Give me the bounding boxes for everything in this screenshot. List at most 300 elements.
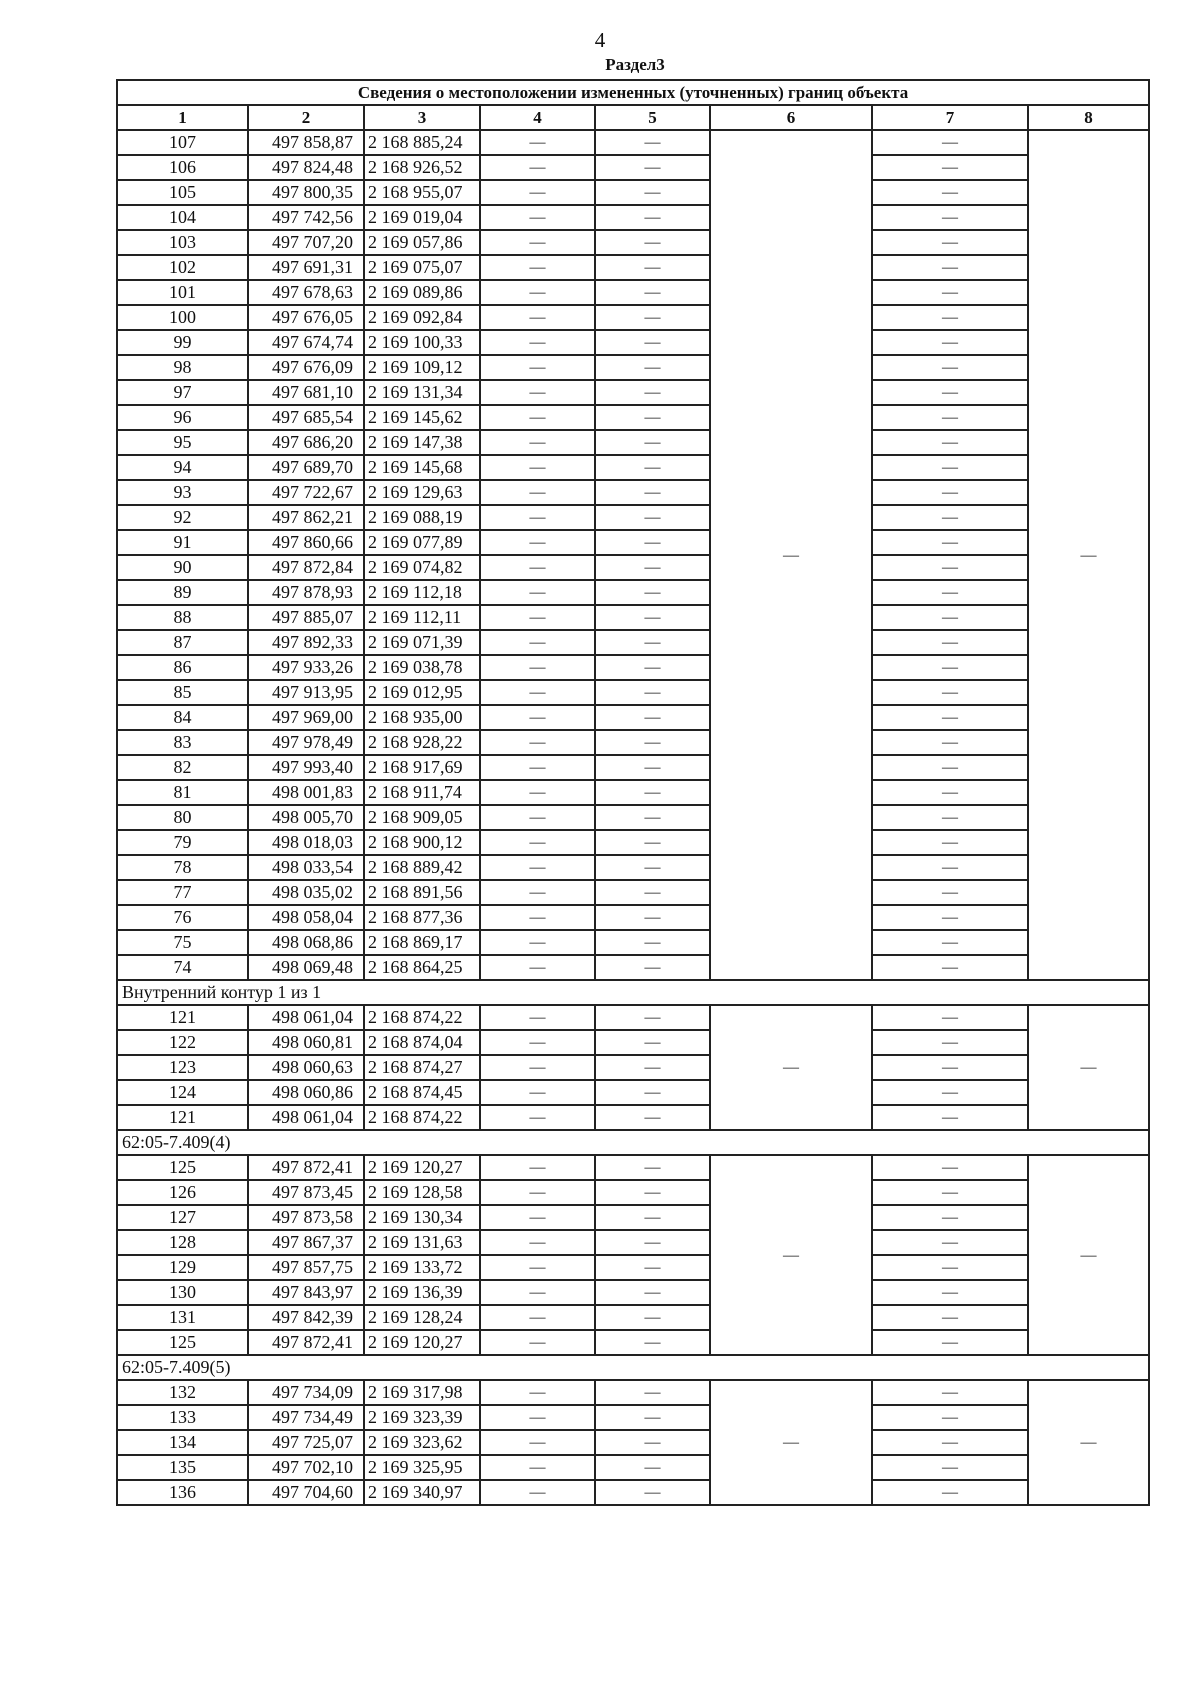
group-label-row: [117, 1130, 1149, 1155]
col5-dash-cell: —: [595, 1230, 710, 1255]
y-coordinate-cell: 2 169 128,24: [364, 1305, 480, 1330]
table-row: [117, 605, 1149, 630]
y-coordinate-cell: 2 169 136,39: [364, 1280, 480, 1305]
x-coordinate-cell: 497 969,00: [248, 705, 364, 730]
col5-dash-cell: —: [595, 1255, 710, 1280]
point-number-cell: 133: [117, 1405, 248, 1430]
point-number-cell: 76: [117, 905, 248, 930]
col7-dash-cell: —: [872, 430, 1028, 455]
y-coordinate-cell: 2 168 926,52: [364, 155, 480, 180]
x-coordinate-cell: 497 734,09: [248, 1380, 364, 1405]
col5-dash-cell: —: [595, 730, 710, 755]
point-number-cell: 102: [117, 255, 248, 280]
x-coordinate-cell: 497 872,41: [248, 1330, 364, 1355]
table-row: [117, 630, 1149, 655]
col4-dash-cell: —: [480, 355, 595, 380]
y-coordinate-cell: 2 169 147,38: [364, 430, 480, 455]
table-row: [117, 205, 1149, 230]
point-number-cell: 94: [117, 455, 248, 480]
point-number-cell: 93: [117, 480, 248, 505]
table-row: [117, 830, 1149, 855]
column-number: 2: [248, 105, 364, 130]
table-row: [117, 1080, 1149, 1105]
col4-dash-cell: —: [480, 1430, 595, 1455]
col7-dash-cell: —: [872, 905, 1028, 930]
col4-dash-cell: —: [480, 805, 595, 830]
y-coordinate-cell: 2 168 900,12: [364, 830, 480, 855]
col4-dash-cell: —: [480, 580, 595, 605]
col7-dash-cell: —: [872, 1430, 1028, 1455]
y-coordinate-cell: 2 168 909,05: [364, 805, 480, 830]
col4-dash-cell: —: [480, 930, 595, 955]
col7-dash-cell: —: [872, 505, 1028, 530]
x-coordinate-cell: 497 858,87: [248, 130, 364, 155]
x-coordinate-cell: 497 872,41: [248, 1155, 364, 1180]
y-coordinate-cell: 2 169 038,78: [364, 655, 480, 680]
col7-dash-cell: —: [872, 830, 1028, 855]
table-row: [117, 1430, 1149, 1455]
col4-dash-cell: —: [480, 1280, 595, 1305]
col5-dash-cell: —: [595, 1205, 710, 1230]
col7-dash-cell: —: [872, 1480, 1028, 1505]
table-row: [117, 905, 1149, 930]
table-row: [117, 1305, 1149, 1330]
col5-dash-cell: —: [595, 280, 710, 305]
col7-dash-cell: —: [872, 1180, 1028, 1205]
x-coordinate-cell: 497 681,10: [248, 380, 364, 405]
point-number-cell: 129: [117, 1255, 248, 1280]
y-coordinate-cell: 2 169 071,39: [364, 630, 480, 655]
table-row: [117, 355, 1149, 380]
table-row: [117, 1330, 1149, 1355]
col5-dash-cell: —: [595, 455, 710, 480]
col5-dash-cell: —: [595, 130, 710, 155]
y-coordinate-cell: 2 169 131,34: [364, 380, 480, 405]
col5-dash-cell: —: [595, 1455, 710, 1480]
point-number-cell: 135: [117, 1455, 248, 1480]
x-coordinate-cell: 497 873,58: [248, 1205, 364, 1230]
col5-dash-cell: —: [595, 830, 710, 855]
x-coordinate-cell: 498 005,70: [248, 805, 364, 830]
point-number-cell: 90: [117, 555, 248, 580]
col7-dash-cell: —: [872, 355, 1028, 380]
col4-dash-cell: —: [480, 480, 595, 505]
point-number-cell: 77: [117, 880, 248, 905]
y-coordinate-cell: 2 168 935,00: [364, 705, 480, 730]
point-number-cell: 78: [117, 855, 248, 880]
column-number: 6: [710, 105, 872, 130]
y-coordinate-cell: 2 168 869,17: [364, 930, 480, 955]
point-number-cell: 80: [117, 805, 248, 830]
col4-dash-cell: —: [480, 205, 595, 230]
x-coordinate-cell: 497 873,45: [248, 1180, 364, 1205]
column-number: 8: [1028, 105, 1149, 130]
col4-dash-cell: —: [480, 630, 595, 655]
point-number-cell: 100: [117, 305, 248, 330]
col8-merged-dash-cell: —: [1028, 130, 1149, 980]
point-number-cell: 130: [117, 1280, 248, 1305]
table-row: [117, 1280, 1149, 1305]
col5-dash-cell: —: [595, 855, 710, 880]
x-coordinate-cell: 497 704,60: [248, 1480, 364, 1505]
table-row: [117, 430, 1149, 455]
col4-dash-cell: —: [480, 1080, 595, 1105]
x-coordinate-cell: 498 061,04: [248, 1105, 364, 1130]
point-number-cell: 79: [117, 830, 248, 855]
table-row: [117, 755, 1149, 780]
column-number: 7: [872, 105, 1028, 130]
x-coordinate-cell: 498 035,02: [248, 880, 364, 905]
y-coordinate-cell: 2 169 120,27: [364, 1155, 480, 1180]
col4-dash-cell: —: [480, 555, 595, 580]
col5-dash-cell: —: [595, 430, 710, 455]
table-row: [117, 455, 1149, 480]
table-row: [117, 1405, 1149, 1430]
group-label: 62:05-7.409(4): [117, 1130, 1149, 1155]
y-coordinate-cell: 2 169 120,27: [364, 1330, 480, 1355]
col8-merged-dash-cell: —: [1028, 1005, 1149, 1130]
col6-merged-dash-cell: —: [710, 1155, 872, 1355]
x-coordinate-cell: 497 676,05: [248, 305, 364, 330]
point-number-cell: 106: [117, 155, 248, 180]
table-row: [117, 1205, 1149, 1230]
y-coordinate-cell: 2 169 129,63: [364, 480, 480, 505]
col7-dash-cell: —: [872, 755, 1028, 780]
point-number-cell: 89: [117, 580, 248, 605]
x-coordinate-cell: 497 800,35: [248, 180, 364, 205]
table-row: [117, 580, 1149, 605]
col7-dash-cell: —: [872, 1005, 1028, 1030]
col5-dash-cell: —: [595, 880, 710, 905]
x-coordinate-cell: 497 707,20: [248, 230, 364, 255]
col5-dash-cell: —: [595, 805, 710, 830]
col5-dash-cell: —: [595, 1105, 710, 1130]
col5-dash-cell: —: [595, 1055, 710, 1080]
col4-dash-cell: —: [480, 880, 595, 905]
x-coordinate-cell: 497 872,84: [248, 555, 364, 580]
column-number: 5: [595, 105, 710, 130]
table-row: [117, 280, 1149, 305]
col4-dash-cell: —: [480, 455, 595, 480]
point-number-cell: 128: [117, 1230, 248, 1255]
table-row: [117, 1230, 1149, 1255]
col5-dash-cell: —: [595, 630, 710, 655]
col7-dash-cell: —: [872, 1055, 1028, 1080]
point-number-cell: 83: [117, 730, 248, 755]
y-coordinate-cell: 2 169 109,12: [364, 355, 480, 380]
col4-dash-cell: —: [480, 955, 595, 980]
x-coordinate-cell: 497 689,70: [248, 455, 364, 480]
point-number-cell: 98: [117, 355, 248, 380]
col5-dash-cell: —: [595, 480, 710, 505]
x-coordinate-cell: 497 978,49: [248, 730, 364, 755]
col7-dash-cell: —: [872, 605, 1028, 630]
col7-dash-cell: —: [872, 330, 1028, 355]
table-row: [117, 505, 1149, 530]
x-coordinate-cell: 497 885,07: [248, 605, 364, 630]
col7-dash-cell: —: [872, 380, 1028, 405]
x-coordinate-cell: 497 842,39: [248, 1305, 364, 1330]
col7-dash-cell: —: [872, 1380, 1028, 1405]
col7-dash-cell: —: [872, 1030, 1028, 1055]
col4-dash-cell: —: [480, 1205, 595, 1230]
col5-dash-cell: —: [595, 580, 710, 605]
point-number-cell: 97: [117, 380, 248, 405]
table-row: [117, 330, 1149, 355]
col4-dash-cell: —: [480, 1380, 595, 1405]
table-row: [117, 655, 1149, 680]
col7-dash-cell: —: [872, 255, 1028, 280]
table-row: [117, 730, 1149, 755]
group-label-row: [117, 1355, 1149, 1380]
x-coordinate-cell: 498 058,04: [248, 905, 364, 930]
y-coordinate-cell: 2 169 112,11: [364, 605, 480, 630]
point-number-cell: 92: [117, 505, 248, 530]
col4-dash-cell: —: [480, 305, 595, 330]
col7-dash-cell: —: [872, 1230, 1028, 1255]
table-title-row: [117, 80, 1149, 105]
table-row: [117, 805, 1149, 830]
y-coordinate-cell: 2 169 089,86: [364, 280, 480, 305]
y-coordinate-cell: 2 169 323,39: [364, 1405, 480, 1430]
point-number-cell: 122: [117, 1030, 248, 1055]
col7-dash-cell: —: [872, 580, 1028, 605]
point-number-cell: 96: [117, 405, 248, 430]
col4-dash-cell: —: [480, 380, 595, 405]
point-number-cell: 125: [117, 1155, 248, 1180]
col7-dash-cell: —: [872, 1305, 1028, 1330]
x-coordinate-cell: 497 933,26: [248, 655, 364, 680]
x-coordinate-cell: 497 678,63: [248, 280, 364, 305]
x-coordinate-cell: 498 018,03: [248, 830, 364, 855]
x-coordinate-cell: 497 734,49: [248, 1405, 364, 1430]
point-number-cell: 88: [117, 605, 248, 630]
col4-dash-cell: —: [480, 405, 595, 430]
col4-dash-cell: —: [480, 430, 595, 455]
table-row: [117, 480, 1149, 505]
table-row: [117, 1455, 1149, 1480]
page-number: 4: [594, 28, 606, 52]
col4-dash-cell: —: [480, 1155, 595, 1180]
table-row: [117, 1105, 1149, 1130]
col7-dash-cell: —: [872, 930, 1028, 955]
col7-dash-cell: —: [872, 205, 1028, 230]
point-number-cell: 131: [117, 1305, 248, 1330]
col5-dash-cell: —: [595, 1280, 710, 1305]
y-coordinate-cell: 2 169 074,82: [364, 555, 480, 580]
col5-dash-cell: —: [595, 1380, 710, 1405]
y-coordinate-cell: 2 168 891,56: [364, 880, 480, 905]
col5-dash-cell: —: [595, 905, 710, 930]
col5-dash-cell: —: [595, 1180, 710, 1205]
y-coordinate-cell: 2 168 889,42: [364, 855, 480, 880]
table-row: [117, 1380, 1149, 1405]
y-coordinate-cell: 2 169 128,58: [364, 1180, 480, 1205]
col4-dash-cell: —: [480, 1230, 595, 1255]
y-coordinate-cell: 2 169 019,04: [364, 205, 480, 230]
x-coordinate-cell: 498 068,86: [248, 930, 364, 955]
y-coordinate-cell: 2 169 317,98: [364, 1380, 480, 1405]
table-title: Сведения о местоположении измененных (уточненных) границ объекта: [117, 80, 1149, 105]
column-number: 3: [364, 105, 480, 130]
table-row: [117, 680, 1149, 705]
col7-dash-cell: —: [872, 1330, 1028, 1355]
point-number-cell: 87: [117, 630, 248, 655]
y-coordinate-cell: 2 169 092,84: [364, 305, 480, 330]
col7-dash-cell: —: [872, 1155, 1028, 1180]
col4-dash-cell: —: [480, 330, 595, 355]
col4-dash-cell: —: [480, 530, 595, 555]
y-coordinate-cell: 2 169 323,62: [364, 1430, 480, 1455]
col4-dash-cell: —: [480, 755, 595, 780]
table-row: [117, 555, 1149, 580]
point-number-cell: 132: [117, 1380, 248, 1405]
x-coordinate-cell: 498 060,81: [248, 1030, 364, 1055]
column-number: 4: [480, 105, 595, 130]
point-number-cell: 136: [117, 1480, 248, 1505]
col5-dash-cell: —: [595, 355, 710, 380]
col7-dash-cell: —: [872, 155, 1028, 180]
col4-dash-cell: —: [480, 655, 595, 680]
table-row: [117, 305, 1149, 330]
point-number-cell: 125: [117, 1330, 248, 1355]
col5-dash-cell: —: [595, 1155, 710, 1180]
x-coordinate-cell: 497 867,37: [248, 1230, 364, 1255]
y-coordinate-cell: 2 168 911,74: [364, 780, 480, 805]
point-number-cell: 82: [117, 755, 248, 780]
col4-dash-cell: —: [480, 780, 595, 805]
x-coordinate-cell: 497 691,31: [248, 255, 364, 280]
point-number-cell: 84: [117, 705, 248, 730]
col4-dash-cell: —: [480, 1255, 595, 1280]
table-row: [117, 930, 1149, 955]
col7-dash-cell: —: [872, 305, 1028, 330]
y-coordinate-cell: 2 168 955,07: [364, 180, 480, 205]
y-coordinate-cell: 2 169 145,62: [364, 405, 480, 430]
y-coordinate-cell: 2 168 928,22: [364, 730, 480, 755]
y-coordinate-cell: 2 169 131,63: [364, 1230, 480, 1255]
col4-dash-cell: —: [480, 1405, 595, 1430]
table-row: [117, 1180, 1149, 1205]
table-row: [117, 180, 1149, 205]
group-label: Внутренний контур 1 из 1: [117, 980, 1149, 1005]
table-row: [117, 1030, 1149, 1055]
col5-dash-cell: —: [595, 955, 710, 980]
col5-dash-cell: —: [595, 680, 710, 705]
point-number-cell: 95: [117, 430, 248, 455]
col7-dash-cell: —: [872, 730, 1028, 755]
x-coordinate-cell: 497 674,74: [248, 330, 364, 355]
x-coordinate-cell: 498 060,63: [248, 1055, 364, 1080]
col5-dash-cell: —: [595, 305, 710, 330]
point-number-cell: 91: [117, 530, 248, 555]
table-row: [117, 780, 1149, 805]
y-coordinate-cell: 2 169 088,19: [364, 505, 480, 530]
col4-dash-cell: —: [480, 1330, 595, 1355]
col4-dash-cell: —: [480, 705, 595, 730]
col5-dash-cell: —: [595, 555, 710, 580]
point-number-cell: 85: [117, 680, 248, 705]
table-row: [117, 1255, 1149, 1280]
point-number-cell: 107: [117, 130, 248, 155]
col4-dash-cell: —: [480, 1180, 595, 1205]
col5-dash-cell: —: [595, 405, 710, 430]
table-row: [117, 255, 1149, 280]
x-coordinate-cell: 497 862,21: [248, 505, 364, 530]
col7-dash-cell: —: [872, 455, 1028, 480]
col7-dash-cell: —: [872, 780, 1028, 805]
col5-dash-cell: —: [595, 155, 710, 180]
col7-dash-cell: —: [872, 180, 1028, 205]
col5-dash-cell: —: [595, 230, 710, 255]
x-coordinate-cell: 497 676,09: [248, 355, 364, 380]
y-coordinate-cell: 2 168 885,24: [364, 130, 480, 155]
y-coordinate-cell: 2 168 877,36: [364, 905, 480, 930]
table-row: [117, 880, 1149, 905]
y-coordinate-cell: 2 169 325,95: [364, 1455, 480, 1480]
group-label: 62:05-7.409(5): [117, 1355, 1149, 1380]
col4-dash-cell: —: [480, 155, 595, 180]
col4-dash-cell: —: [480, 1005, 595, 1030]
col7-dash-cell: —: [872, 480, 1028, 505]
col5-dash-cell: —: [595, 180, 710, 205]
y-coordinate-cell: 2 168 874,04: [364, 1030, 480, 1055]
col7-dash-cell: —: [872, 1080, 1028, 1105]
y-coordinate-cell: 2 169 057,86: [364, 230, 480, 255]
point-number-cell: 104: [117, 205, 248, 230]
col7-dash-cell: —: [872, 1405, 1028, 1430]
col5-dash-cell: —: [595, 1080, 710, 1105]
col4-dash-cell: —: [480, 905, 595, 930]
col5-dash-cell: —: [595, 1305, 710, 1330]
col4-dash-cell: —: [480, 280, 595, 305]
section-title: Раздел3: [605, 55, 665, 74]
col7-dash-cell: —: [872, 705, 1028, 730]
x-coordinate-cell: 497 725,07: [248, 1430, 364, 1455]
table-row: [117, 855, 1149, 880]
point-number-cell: 121: [117, 1105, 248, 1130]
col4-dash-cell: —: [480, 505, 595, 530]
col7-dash-cell: —: [872, 1255, 1028, 1280]
group-label-row: [117, 980, 1149, 1005]
point-number-cell: 74: [117, 955, 248, 980]
y-coordinate-cell: 2 169 130,34: [364, 1205, 480, 1230]
y-coordinate-cell: 2 169 112,18: [364, 580, 480, 605]
col4-dash-cell: —: [480, 130, 595, 155]
point-number-cell: 99: [117, 330, 248, 355]
x-coordinate-cell: 497 686,20: [248, 430, 364, 455]
x-coordinate-cell: 497 722,67: [248, 480, 364, 505]
table-row: [117, 405, 1149, 430]
col7-dash-cell: —: [872, 655, 1028, 680]
col7-dash-cell: —: [872, 680, 1028, 705]
col5-dash-cell: —: [595, 255, 710, 280]
y-coordinate-cell: 2 169 100,33: [364, 330, 480, 355]
table-row: [117, 1480, 1149, 1505]
col4-dash-cell: —: [480, 830, 595, 855]
y-coordinate-cell: 2 168 874,22: [364, 1005, 480, 1030]
col4-dash-cell: —: [480, 1030, 595, 1055]
x-coordinate-cell: 498 061,04: [248, 1005, 364, 1030]
col5-dash-cell: —: [595, 505, 710, 530]
col7-dash-cell: —: [872, 405, 1028, 430]
col5-dash-cell: —: [595, 205, 710, 230]
col5-dash-cell: —: [595, 780, 710, 805]
col5-dash-cell: —: [595, 1030, 710, 1055]
col4-dash-cell: —: [480, 680, 595, 705]
col7-dash-cell: —: [872, 1280, 1028, 1305]
col7-dash-cell: —: [872, 555, 1028, 580]
